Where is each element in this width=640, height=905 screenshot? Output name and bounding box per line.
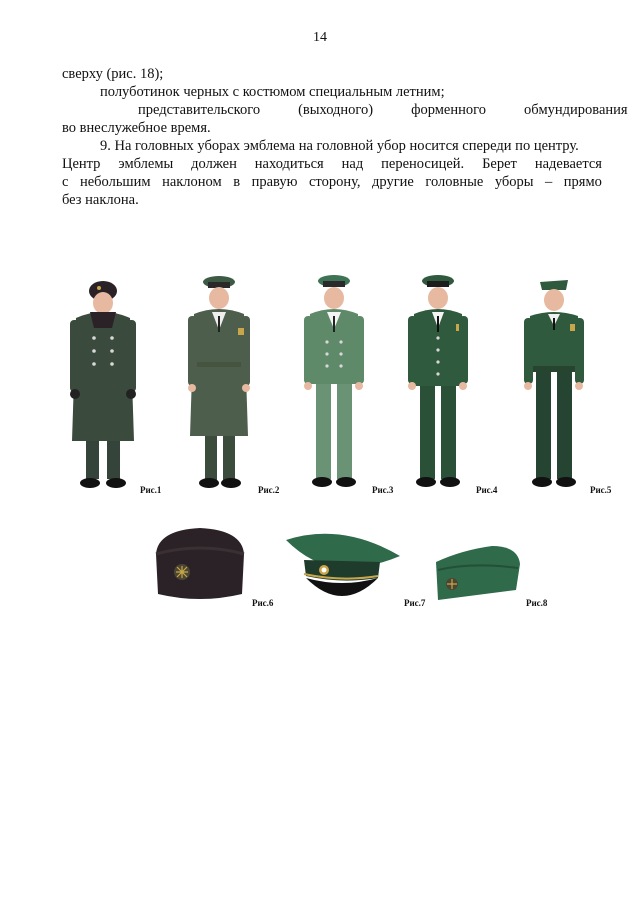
figure-2-raincoat bbox=[186, 276, 256, 494]
figure-3-parade-uniform bbox=[302, 274, 370, 494]
word: форменного bbox=[411, 102, 486, 118]
word: правую bbox=[251, 174, 298, 190]
word: наклоном bbox=[162, 174, 222, 190]
word: в bbox=[233, 174, 241, 190]
word: – bbox=[545, 174, 553, 190]
word: надевается bbox=[534, 156, 602, 172]
paragraph-9-line-4: без наклона. bbox=[62, 192, 139, 208]
word: уборы bbox=[494, 174, 534, 190]
word: Берет bbox=[482, 156, 517, 172]
word: с bbox=[62, 174, 69, 190]
figure-7-peaked-cap bbox=[282, 522, 404, 602]
figure-5-caption: Рис.5 bbox=[590, 485, 612, 495]
page-number: 14 bbox=[313, 30, 327, 45]
paragraph-9-line-3 bbox=[62, 174, 602, 192]
text-line-3 bbox=[100, 102, 628, 120]
figure-6-caption: Рис.6 bbox=[252, 598, 274, 608]
word: сторону, bbox=[309, 174, 361, 190]
word: (выходного) bbox=[298, 102, 374, 118]
figure-3-caption: Рис.3 bbox=[372, 485, 394, 495]
figure-4-service-uniform bbox=[406, 274, 474, 494]
text-line-1: сверху (рис. 18); bbox=[62, 66, 164, 82]
figure-8-caption: Рис.8 bbox=[526, 598, 548, 608]
figure-4-caption: Рис.4 bbox=[476, 485, 498, 495]
word: головные bbox=[425, 174, 484, 190]
word: над bbox=[341, 156, 364, 172]
word: Центр bbox=[62, 156, 101, 172]
text-line-4: во внеслужебное время. bbox=[62, 120, 211, 136]
word: обмундирования bbox=[523, 102, 628, 118]
word: другие bbox=[372, 174, 414, 190]
figure-7-caption: Рис.7 bbox=[404, 598, 426, 608]
word: представительского bbox=[138, 102, 261, 118]
figure-8-garrison-cap bbox=[432, 540, 522, 602]
word: переносицей. bbox=[381, 156, 465, 172]
text-line-2: полуботинок черных с костюмом специальным летним; bbox=[100, 84, 445, 100]
figure-5-field-uniform bbox=[522, 276, 590, 494]
word: небольшим bbox=[79, 174, 151, 190]
paragraph-9-line-1: 9. На головных уборах эмблема на головной убор носится спереди по центру. bbox=[100, 138, 579, 154]
figure-6-fur-hat bbox=[150, 524, 250, 602]
word: эмблемы bbox=[118, 156, 174, 172]
figure-2-caption: Рис.2 bbox=[258, 485, 280, 495]
figure-1-caption: Рис.1 bbox=[140, 485, 162, 495]
word: прямо bbox=[563, 174, 602, 190]
paragraph-9-line-2 bbox=[62, 156, 602, 174]
word: должен bbox=[191, 156, 237, 172]
word: находиться bbox=[254, 156, 324, 172]
figure-1-winter-overcoat bbox=[66, 276, 140, 494]
